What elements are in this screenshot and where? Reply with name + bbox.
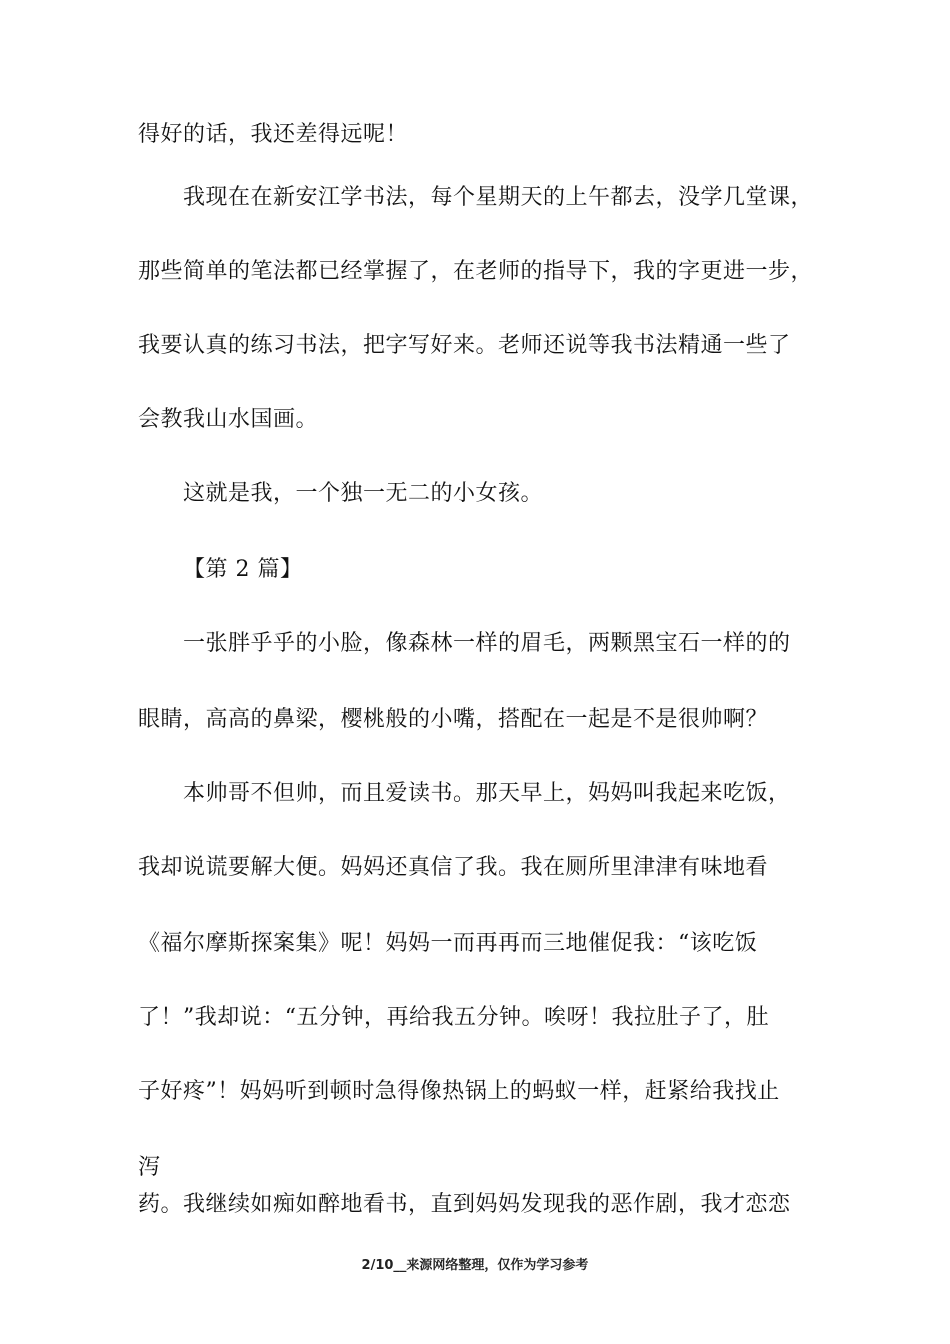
page-footer: 2/10__来源网络整理，仅作为学习参考 [361, 1258, 589, 1273]
text-line: 会教我山水国画。 [138, 407, 319, 432]
text-line: 子好疼”！妈妈听到顿时急得像热锅上的蚂蚁一样，赶紧给我找止 [138, 1079, 780, 1104]
text-line: 《福尔摩斯探案集》呢！妈妈一而再再而三地催促我：“该吃饭 [138, 931, 758, 956]
paragraph-first-line: 这就是我，一个独一无二的小女孩。 [183, 481, 544, 506]
section-heading: 【第 2 篇】 [183, 557, 303, 582]
text-line: 我却说谎要解大便。妈妈还真信了我。我在厕所里津津有味地看 [138, 855, 769, 880]
text-line: 药。我继续如痴如醉地看书，直到妈妈发现我的恶作剧，我才恋恋 [138, 1192, 791, 1217]
text-line: 得好的话，我还差得远呢！ [138, 122, 409, 147]
text-line: 泻 [138, 1155, 161, 1180]
paragraph-first-line: 我现在在新安江学书法，每个星期天的上午都去，没学几堂课， [183, 185, 814, 210]
text-line: 眼睛，高高的鼻梁，樱桃般的小嘴，搭配在一起是不是很帅啊？ [138, 707, 769, 732]
text-line: 了！”我却说：“五分钟，再给我五分钟。唉呀！我拉肚子了，肚 [138, 1005, 769, 1030]
text-line: 我要认真的练习书法，把字写好来。老师还说等我书法精通一些了 [138, 333, 791, 358]
paragraph-first-line: 本帅哥不但帅，而且爱读书。那天早上，妈妈叫我起来吃饭， [183, 781, 791, 806]
text-line: 那些简单的笔法都已经掌握了，在老师的指导下，我的字更进一步， [138, 259, 814, 284]
paragraph-first-line: 一张胖乎乎的小脸，像森林一样的眉毛，两颗黑宝石一样的的 [183, 631, 791, 656]
